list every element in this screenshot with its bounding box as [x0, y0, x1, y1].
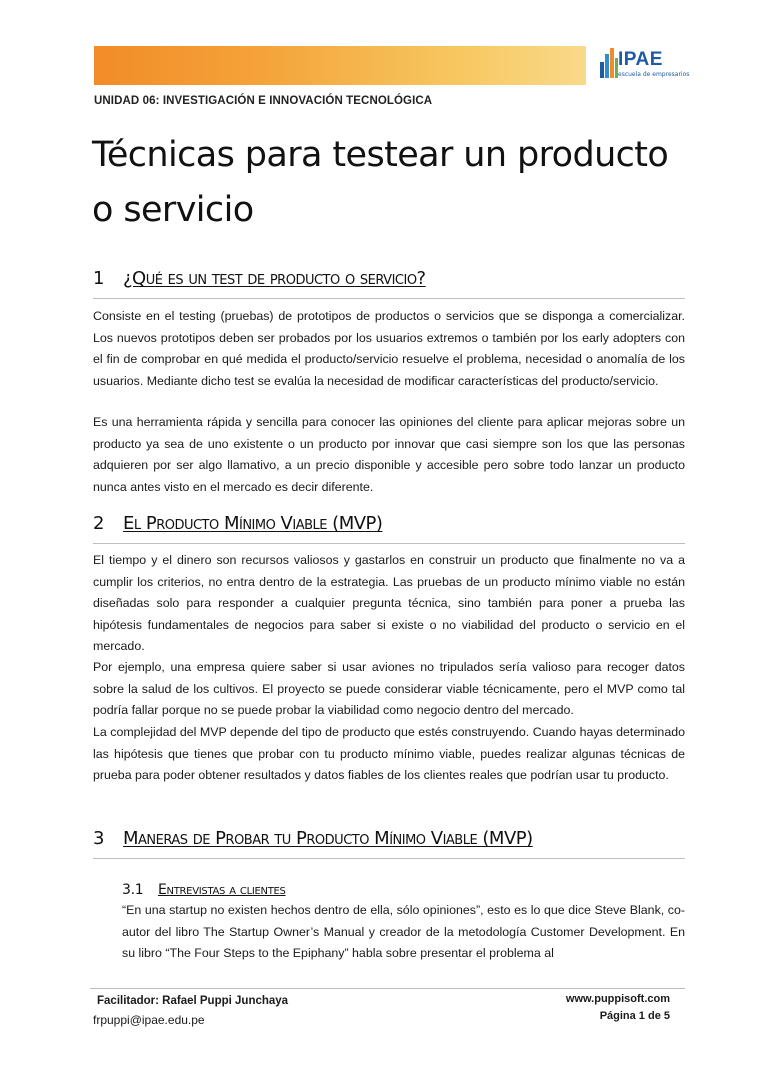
- subsection-title: Entrevistas a clientes: [158, 882, 286, 898]
- subsection-3-1-heading: [122, 882, 286, 898]
- footer-divider: [90, 988, 685, 989]
- section-3-heading: [93, 828, 685, 859]
- footer-email: frpuppi@ipae.edu.pe: [93, 1013, 205, 1027]
- unit-label: UNIDAD 06: INVESTIGACIÓN E INNOVACIÓN TECNOLÓGICA: [94, 95, 433, 107]
- footer-website: www.puppisoft.com: [565, 993, 670, 1005]
- section-number: 2: [93, 513, 104, 534]
- header-band: [94, 46, 586, 85]
- paragraph: Es una herramienta rápida y sencilla para conocer las opiniones del cliente para aplicar mejoras sobre un producto ya sea de uno existente o un producto por innovar que casi siempre son los que las personas adquieren por ser algo llamativo, a un precio disponible y accesible pero sobre todo lanzar un producto nunca antes visto en el mercado es decir diferente.: [93, 415, 685, 494]
- brand-subtitle: escuela de empresarios: [618, 71, 690, 78]
- section-number: 3: [93, 828, 104, 849]
- footer-page-number: Página 1 de 5: [599, 1010, 670, 1022]
- subsection-number: 3.1: [122, 882, 144, 898]
- paragraph: El tiempo y el dinero son recursos valiosos y gastarlos en construir un producto que finalmente no va a cumplir los criterios, no entra dentro de la estrategia. Las pruebas de un producto mínimo viable no están diseñadas solo para responder a cualquier pregunta técnica, sino también para poner a prueba las hipótesis fundamentales de negocios para saber si existe o no viabilidad del producto o servicio en el mercado.: [93, 553, 685, 653]
- paragraph: “En una startup no existen hechos dentro de ella, sólo opiniones”, esto es lo que dice Steve Blank, co-autor del libro The Startup Owner’s Manual y creador de la metodología Customer Development. En su libro “The Four Steps to the Epiphany” habla sobre presentar el problema al: [122, 903, 685, 960]
- paragraph: Por ejemplo, una empresa quiere saber si usar aviones no tripulados sería valioso para recoger datos sobre la salud de los cultivos. El proyecto se puede considerar viable técnicamente, pero el MVP como tal podría fallar porque no se puede probar la viabilidad como negocio dentro del mercado.: [93, 660, 685, 717]
- section-number: 1: [93, 268, 104, 289]
- paragraph: Consiste en el testing (pruebas) de prototipos de productos o servicios que se disponga a comercializar. Los nuevos prototipos deben ser probados por los usuarios extremos o también por los early adopters con el fin de comprobar en qué medida el producto/servicio resuelve el problema, necesidad o anomalía de los usuarios. Mediante dicho test se evalúa la necesidad de modificar características del producto/servicio.: [93, 309, 685, 388]
- page-title: Técnicas para testear un producto o servicio: [92, 135, 669, 230]
- section-title: Maneras de Probar tu Producto Mínimo Viable (MVP): [123, 828, 533, 849]
- footer-facilitator: Facilitador: Rafael Puppi Junchaya: [97, 995, 289, 1007]
- section-1-heading: [93, 268, 685, 299]
- section-2-heading: [93, 513, 685, 544]
- section-title: El Producto Mínimo Viable (MVP): [123, 513, 383, 534]
- paragraph: La complejidad del MVP depende del tipo de producto que estés construyendo. Cuando hayas determinado las hipótesis que tienes que probar con tu producto mínimo viable, puedes realizar algunas técnicas de prueba para poder obtener resultados y datos fiables de los clientes reales que podrían usar tu producto.: [93, 725, 685, 782]
- brand-name: IPAE: [618, 49, 663, 70]
- section-title: ¿Qué es un test de producto o servicio?: [123, 268, 426, 289]
